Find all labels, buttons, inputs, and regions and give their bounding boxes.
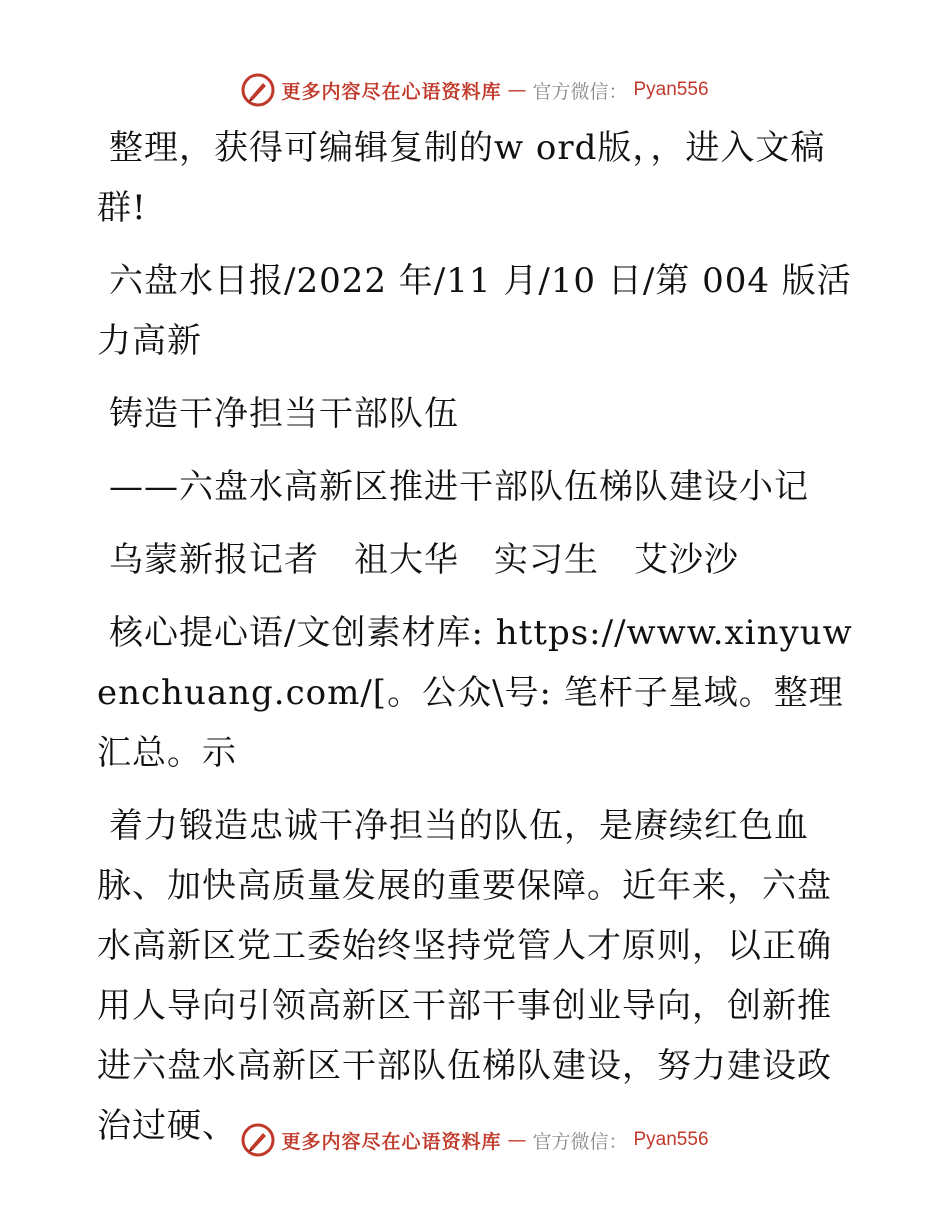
banner-wechat-id: Pyan556 bbox=[633, 79, 709, 100]
article-subtitle: ——六盘水高新区推进干部队伍梯队建设小记 bbox=[109, 467, 809, 507]
banner-wechat-label: 官方微信： bbox=[532, 80, 628, 103]
banner-wechat-label: 官方微信： bbox=[532, 1130, 628, 1153]
article-title: 铸造干净担当干部队伍 bbox=[109, 394, 459, 434]
footer-banner bbox=[0, 1120, 950, 1160]
banner-main-text: 更多内容尽在心语资料库 bbox=[281, 1130, 502, 1153]
header-banner bbox=[0, 70, 950, 110]
paragraph-notice: 核心提心语/文创素材库: https://www.xinyuwenchuang.com/[。公众\号: 笔杆子星域。整理汇总。示 bbox=[97, 613, 853, 773]
paragraph-body: 着力锻造忠诚干净担当的队伍，是赓续红色血脉、加快高质量发展的重要保障。近年来，六盘水高新区党工委始终坚持党管人才原则，以正确用人导向引领高新区干部干事创业导向，创新推进六盘水高新区干部队伍梯队建设，努力建设政治过硬、 bbox=[97, 806, 832, 1146]
banner-separator: — bbox=[507, 79, 527, 101]
banner-main-text: 更多内容尽在心语资料库 bbox=[281, 80, 502, 103]
banner-wechat-id: Pyan556 bbox=[633, 1129, 709, 1150]
document-body bbox=[97, 118, 857, 1169]
banner-separator: — bbox=[507, 1129, 527, 1151]
pen-logo-icon bbox=[241, 73, 275, 107]
pen-logo-icon bbox=[241, 1123, 275, 1157]
paragraph-intro: 整理，获得可编辑复制的w ord版，，进入文稿群! bbox=[97, 128, 826, 228]
paragraph-source: 六盘水日报/2022 年/11 月/10 日/第 004 版活力高新 bbox=[97, 261, 852, 361]
article-byline: 乌蒙新报记者 祖大华 实习生 艾沙沙 bbox=[109, 540, 739, 580]
